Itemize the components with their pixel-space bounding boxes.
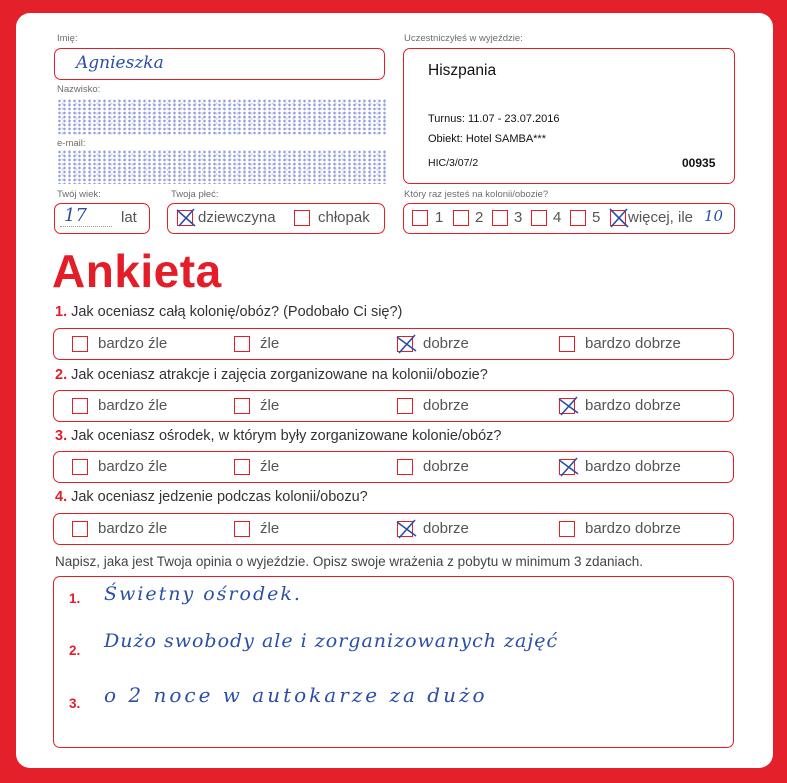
times-handwritten: 10 (704, 207, 724, 225)
trip-label: Uczestniczyłeś w wyjeździe: (404, 33, 523, 44)
times-option-5: 5 (592, 209, 601, 226)
form-number: 00935 (682, 156, 716, 170)
times-option-1: 1 (435, 209, 444, 226)
age-dotted-line (60, 226, 112, 227)
question-1-checkbox-3[interactable] (397, 336, 413, 352)
question-4-checkbox-3[interactable] (397, 521, 413, 537)
survey-title: Ankieta (52, 245, 222, 297)
question-4-option-4: bardzo dobrze (585, 520, 681, 537)
gender-checkbox-boy[interactable] (294, 210, 310, 226)
question-2-checkbox-3[interactable] (397, 398, 413, 414)
surname-redacted (57, 99, 387, 135)
question-1-checkbox-1[interactable] (72, 336, 88, 352)
question-4-option-3: dobrze (423, 520, 469, 537)
question-number: 4. (55, 489, 68, 505)
opinion-line-1: Świetny ośrodek. (104, 583, 302, 605)
question-3 (55, 428, 501, 444)
question-2-checkbox-1[interactable] (72, 398, 88, 414)
times-checkbox-3[interactable] (492, 210, 508, 226)
email-label: e-mail: (57, 138, 86, 149)
question-2-checkbox-2[interactable] (234, 398, 250, 414)
times-option-2: 2 (475, 209, 484, 226)
question-number: 2. (55, 367, 68, 383)
times-option-more: więcej, ile (628, 209, 694, 226)
opinion-line-number-1: 1. (69, 591, 81, 606)
opinion-line-number-2: 2. (69, 643, 81, 658)
gender-option-girl: dziewczyna (198, 209, 276, 226)
opinion-prompt: Napisz, jaka jest Twoja opinia o wyjeździe. Opisz swoje wrażenia z pobytu w minimum 3 zdaniach. (55, 554, 644, 569)
times-checkbox-4[interactable] (531, 210, 547, 226)
turnus: Turnus: 11.07 - 23.07.2016 (428, 113, 560, 125)
opinion-line-number-3: 3. (69, 696, 81, 711)
question-3-option-2: źle (260, 458, 280, 475)
gender-checkbox-girl[interactable] (177, 210, 193, 226)
times-option-3: 3 (514, 209, 523, 226)
question-1-option-3: dobrze (423, 335, 469, 352)
question-text: Jak oceniasz całą kolonię/obóz? (Podobało Ci się?) (71, 304, 403, 320)
times-checkbox-more[interactable] (610, 210, 626, 226)
question-3-option-4: bardzo dobrze (585, 458, 681, 475)
question-4-checkbox-4[interactable] (559, 521, 575, 537)
question-1 (55, 304, 402, 320)
age-unit: lat (121, 209, 137, 226)
question-4-checkbox-2[interactable] (234, 521, 250, 537)
question-2-option-2: źle (260, 397, 280, 414)
name-value: Agnieszka (76, 53, 164, 73)
gender-label: Twoja płeć: (171, 189, 219, 200)
times-option-4: 4 (553, 209, 562, 226)
question-text: Jak oceniasz ośrodek, w którym były zorganizowane kolonie/obóz? (71, 428, 502, 444)
question-number: 1. (55, 304, 68, 320)
question-3-checkbox-3[interactable] (397, 459, 413, 475)
question-4-checkbox-1[interactable] (72, 521, 88, 537)
question-2-option-1: bardzo źle (98, 397, 168, 414)
times-label: Który raz jesteś na kolonii/obozie? (404, 189, 549, 200)
opinion-line-2: Dużo swobody ale i zorganizowanych zajęć (104, 630, 559, 652)
times-checkbox-5[interactable] (570, 210, 586, 226)
question-3-checkbox-4[interactable] (559, 459, 575, 475)
age-value: 17 (64, 205, 87, 226)
question-3-option-3: dobrze (423, 458, 469, 475)
opinion-line-3: o 2 noce w autokarze za dużo (104, 683, 488, 707)
question-1-option-2: źle (260, 335, 280, 352)
times-checkbox-1[interactable] (412, 210, 428, 226)
surname-label: Nazwisko: (57, 84, 101, 95)
question-1-option-1: bardzo źle (98, 335, 168, 352)
times-checkbox-2[interactable] (453, 210, 469, 226)
question-3-option-1: bardzo źle (98, 458, 168, 475)
gender-option-boy: chłopak (318, 209, 370, 226)
question-4 (55, 489, 368, 505)
question-4-option-1: bardzo źle (98, 520, 168, 537)
question-2-option-3: dobrze (423, 397, 469, 414)
destination: Hiszpania (428, 62, 497, 79)
trip-code: HIC/3/07/2 (428, 157, 479, 169)
question-4-option-2: źle (260, 520, 280, 537)
question-2-checkbox-4[interactable] (559, 398, 575, 414)
question-3-checkbox-2[interactable] (234, 459, 250, 475)
email-redacted (57, 150, 387, 184)
question-text: Jak oceniasz atrakcje i zajęcia zorganizowane na kolonii/obozie? (71, 367, 488, 383)
question-1-checkbox-4[interactable] (559, 336, 575, 352)
question-1-option-4: bardzo dobrze (585, 335, 681, 352)
question-1-checkbox-2[interactable] (234, 336, 250, 352)
obiekt: Obiekt: Hotel SAMBA*** (428, 133, 546, 145)
question-text: Jak oceniasz jedzenie podczas kolonii/obozu? (71, 489, 368, 505)
question-number: 3. (55, 428, 68, 444)
age-label: Twój wiek: (57, 189, 101, 200)
question-2 (55, 367, 488, 383)
name-label: Imię: (57, 33, 78, 44)
question-2-option-4: bardzo dobrze (585, 397, 681, 414)
question-3-checkbox-1[interactable] (72, 459, 88, 475)
